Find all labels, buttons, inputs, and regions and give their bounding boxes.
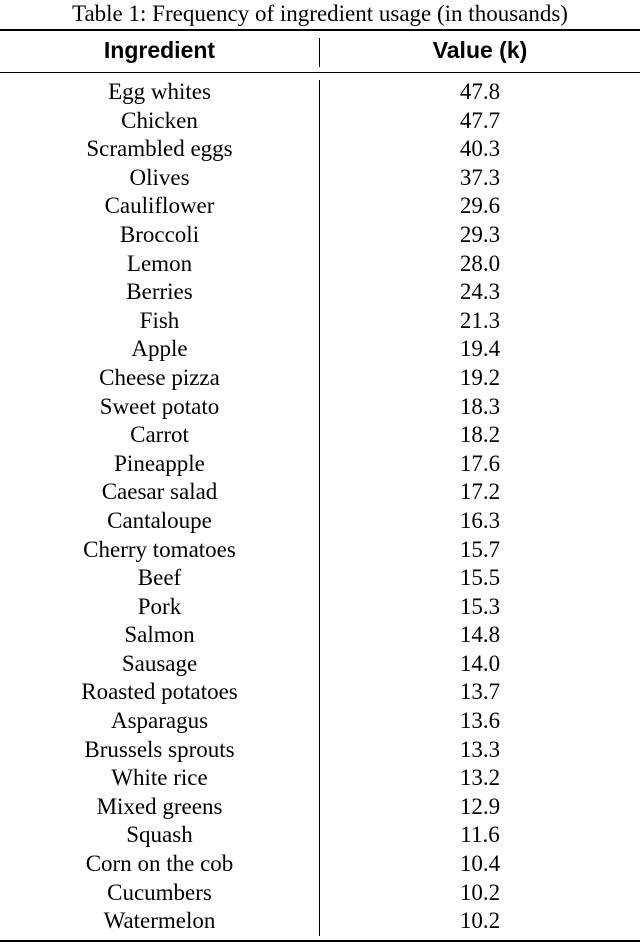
ingredient-column-header: Ingredient [103, 37, 216, 63]
table-row [0, 593, 640, 622]
table-row [0, 393, 640, 422]
value-cell: 47.8 [459, 79, 501, 104]
table-row [0, 250, 640, 279]
value-cell: 11.6 [460, 822, 500, 848]
ingredient-cell: Watermelon [103, 908, 216, 934]
ingredient-cell: Sweet potato [99, 393, 220, 419]
table-row [0, 764, 640, 793]
value-cell: 40.3 [459, 136, 501, 162]
table-row [0, 536, 640, 565]
header-column-divider [319, 38, 320, 67]
table-row [0, 192, 640, 221]
value-cell: 37.3 [459, 164, 501, 190]
value-cell: 24.3 [459, 279, 501, 305]
ingredient-cell: Squash [126, 822, 193, 848]
ingredient-cell: Asparagus [110, 708, 209, 734]
value-cell: 10.4 [459, 851, 501, 877]
value-cell: 15.3 [459, 593, 501, 619]
table-row [0, 650, 640, 679]
ingredient-cell: Cantaloupe [107, 507, 212, 533]
value-cell: 16.3 [459, 507, 501, 533]
ingredient-cell: Lemon [126, 250, 193, 276]
table-row [0, 78, 640, 107]
value-cell: 47.7 [459, 107, 501, 133]
value-cell: 19.2 [459, 364, 501, 390]
table-row [0, 364, 640, 393]
value-cell: 29.3 [459, 221, 501, 247]
table-row [0, 135, 640, 164]
ingredient-cell: Roasted potatoes [81, 679, 238, 705]
value-cell: 29.6 [459, 193, 501, 219]
value-cell: 15.5 [459, 565, 501, 591]
ingredient-cell: Berries [126, 279, 193, 305]
ingredient-cell: Salmon [124, 622, 195, 648]
value-cell: 19.4 [459, 336, 501, 362]
ingredient-cell: Pineapple [114, 450, 205, 476]
ingredient-cell: Cheese pizza [99, 364, 220, 390]
header-rule [0, 72, 640, 73]
table-row [0, 421, 640, 450]
ingredient-cell: Sausage [121, 650, 198, 676]
value-cell: 21.3 [459, 307, 501, 333]
table-row [0, 564, 640, 593]
ingredient-cell: Broccoli [119, 221, 200, 247]
ingredient-cell: Corn on the cob [85, 851, 234, 877]
ingredient-cell: Brussels sprouts [84, 736, 235, 762]
ingredient-cell: Caesar salad [101, 479, 218, 505]
value-column-header: Value (k) [432, 37, 528, 63]
ingredient-cell: White rice [111, 765, 208, 791]
table-row [0, 821, 640, 850]
table-row [0, 450, 640, 479]
table-header [0, 31, 640, 72]
value-cell: 15.7 [459, 536, 501, 562]
table-caption: Table 1: Frequency of ingredient usage (in thousands) [72, 1, 568, 26]
table-row [0, 278, 640, 307]
table-row [0, 678, 640, 707]
value-cell: 13.3 [459, 736, 501, 762]
table-row [0, 221, 640, 250]
table-body [0, 78, 640, 936]
ingredient-cell: Beef [137, 565, 182, 591]
ingredient-cell: Mixed greens [96, 793, 223, 819]
value-cell: 14.8 [459, 622, 501, 648]
value-cell: 14.0 [459, 650, 501, 676]
ingredient-cell: Fish [139, 307, 180, 333]
ingredient-cell: Egg whites [108, 79, 211, 104]
table-row [0, 907, 640, 936]
table-row [0, 793, 640, 822]
value-cell: 18.2 [459, 422, 501, 448]
table-row [0, 736, 640, 765]
value-cell: 17.6 [459, 450, 501, 476]
value-cell: 13.7 [459, 679, 501, 705]
table-row [0, 478, 640, 507]
value-cell: 18.3 [459, 393, 501, 419]
table-row [0, 164, 640, 193]
table-row [0, 707, 640, 736]
table-row [0, 879, 640, 908]
table-row [0, 107, 640, 136]
value-cell: 17.2 [459, 479, 501, 505]
table-row [0, 621, 640, 650]
ingredient-cell: Carrot [130, 422, 189, 448]
ingredient-cell: Olives [129, 164, 190, 190]
value-cell: 13.2 [459, 765, 501, 791]
ingredient-cell: Chicken [121, 107, 198, 133]
table-row [0, 507, 640, 536]
value-cell: 13.6 [459, 708, 501, 734]
ingredient-cell: Pork [137, 593, 182, 619]
value-cell: 28.0 [459, 250, 501, 276]
ingredient-cell: Cherry tomatoes [83, 536, 236, 562]
value-cell: 12.9 [459, 793, 501, 819]
value-cell: 10.2 [459, 879, 501, 905]
ingredient-cell: Apple [131, 336, 188, 362]
ingredient-cell: Scrambled eggs [86, 136, 233, 162]
ingredient-cell: Cauliflower [104, 193, 215, 219]
value-cell: 10.2 [459, 908, 501, 934]
bottom-rule [0, 940, 640, 942]
ingredient-cell: Cucumbers [107, 879, 212, 905]
table-row [0, 335, 640, 364]
table-row [0, 307, 640, 336]
table-row [0, 850, 640, 879]
